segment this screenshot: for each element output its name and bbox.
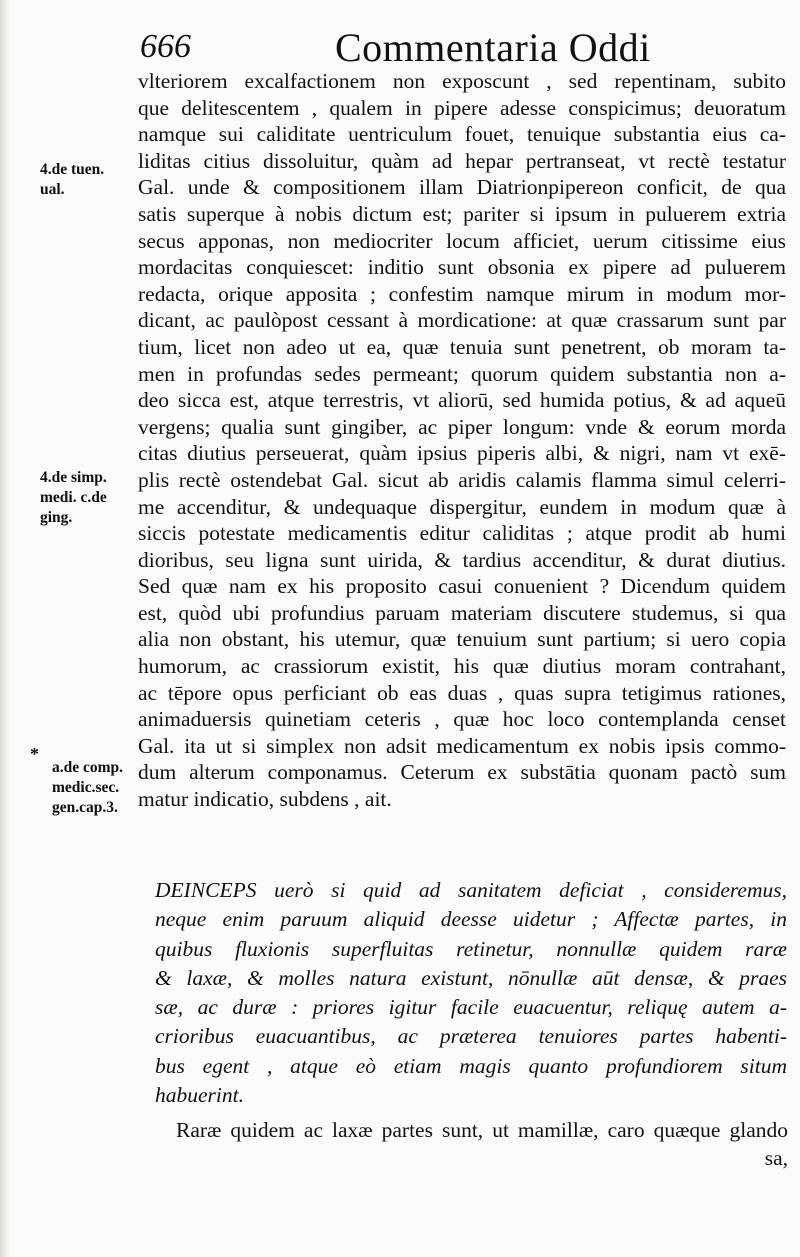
margin-note-3 [52, 758, 150, 818]
quoted-text-block [155, 876, 787, 1110]
text-line: deo sicca est, atque terrestris, vt aliorū, sed humida potius, & ad aqueū [138, 388, 786, 413]
text-line: siccis potestate medicamentis editur caliditas ; atque prodit ab humi [138, 521, 786, 546]
text-line: tium, licet non adeo ut ea, quæ tenuia sunt penetrent, ob moram ta- [138, 334, 786, 359]
margin-note-line: 4.de simp. [40, 469, 107, 486]
text-line: dum alterum componamus. Ceterum ex substātia quonam pactò sum [138, 760, 786, 785]
text-line: est, quòd ubi profundius paruam materiam discutere studemus, si qua [138, 600, 786, 625]
text-line: plis rectè ostendebat Gal. sicut ab aridis calamis flamma simul celerri- [138, 467, 786, 492]
margin-marker: * [30, 744, 39, 764]
text-line: humorum, ac crassiorum existit, his quæ diutius moram contrahant, [138, 654, 786, 679]
quoted-line: habuerint. [155, 1083, 244, 1108]
page-header [140, 18, 780, 68]
text-line: animaduersis quinetiam ceteris , quæ hoc loco contemplanda censet [138, 707, 786, 732]
margin-note-line: gen.cap.3. [52, 799, 118, 816]
quoted-line: neque enim paruum aliquid deesse uidetur ; Affectæ partes, in [155, 907, 787, 932]
text-line: Gal. unde & compositionem illam Diatrionpipereon conficit, de qua [138, 175, 786, 200]
quoted-line: sæ, ac duræ : priores igitur facile euacuentur, reliquę autem a- [155, 995, 787, 1020]
text-line: secus apponas, non mediocriter locum afficiet, uerum citissime eius [138, 228, 786, 253]
text-line: mordacitas conquiescet: inditio sunt obsonia ex pipere ad puluerem [138, 255, 786, 280]
text-line: redacta, orique apposita ; confestim namque mirum in modum mor- [138, 281, 786, 306]
text-line: dioribus, seu ligna sunt uirida, & tardius accenditur, & durat diutius. [138, 547, 786, 572]
quoted-line: bus egent , atque eò etiam magis quanto profundiorem situm [155, 1053, 787, 1078]
margin-note-line: medi. c.de [40, 489, 107, 506]
margin-note-2 [40, 468, 138, 528]
text-line: Raræ quidem ac laxæ partes sunt, ut mamillæ, caro quæque glando [176, 1118, 788, 1142]
text-line: me accenditur, & undequaque dispergitur, eundem in modum quæ à [138, 494, 786, 519]
running-title: Commentaria Oddi [335, 25, 651, 70]
text-line: citas diutius perseuerat, quàm ipsius piperis albi, & nigri, nam vt exē- [138, 441, 786, 466]
text-line: dicant, ac paulòpost cessant à mordicatione: at quæ crassarum sunt par [138, 308, 786, 333]
margin-note-1 [40, 160, 138, 200]
page-gutter-shadow [0, 0, 10, 1257]
text-line: satis superque à nobis dictum est; pariter si ipsum in puluerem extria [138, 201, 786, 226]
text-line: que delitescentem , qualem in pipere adesse conspicimus; deuoratum [138, 95, 786, 120]
text-line: ac tēpore opus perficiant ob eas duas , quas supra tetigimus rationes, [138, 680, 786, 705]
main-text-block [138, 68, 786, 813]
margin-note-line: medic.sec. [52, 779, 120, 796]
text-line: men in profundas sedes permeant; quorum quidem substantia non a- [138, 361, 786, 386]
text-line: alia non obstant, his utemur, quæ tenuium sunt partium; si uero copia [138, 627, 786, 652]
text-line: Gal. ita ut si simplex non adsit medicamentum ex nobis ipsis commo- [138, 733, 786, 758]
text-line: sa, [764, 1146, 788, 1170]
text-line: Sed quæ nam ex his proposito casui conuenient ? Dicendum quidem [138, 574, 786, 599]
quoted-line: crioribus euacuantibus, ac præterea tenuiores partes habenti- [155, 1024, 787, 1049]
text-line: vlteriorem excalfactionem non exposcunt , sed repentinam, subito [138, 69, 786, 93]
margin-note-line: 4.de tuen. [40, 161, 105, 178]
margin-note-line: ual. [40, 181, 65, 198]
margin-note-line: ging. [40, 509, 73, 526]
text-line: liditas citius dissoluitur, quàm ad hepar pertranseat, vt rectè testatur [138, 148, 786, 173]
text-line: vergens; qualia sunt gingiber, ac piper longum: vnde & eorum morda [138, 414, 786, 439]
text-line: matur indicatio, subdens , ait. [138, 787, 392, 812]
quoted-line: & laxæ, & molles natura existunt, nōnullæ aūt densæ, & praes [155, 965, 787, 990]
quoted-line: DEINCEPS uerò si quid ad sanitatem deficiat , consideremus, [155, 878, 787, 902]
page-number: 666 [140, 28, 191, 65]
quoted-line: quibus fluxionis superfluitas retinetur, nonnullæ quidem raræ [155, 936, 787, 961]
closing-text-block [176, 1116, 788, 1172]
text-line: namque sui caliditate uentriculum fouet, tenuique substantia eius ca- [138, 122, 786, 147]
margin-note-line: a.de comp. [52, 759, 124, 776]
